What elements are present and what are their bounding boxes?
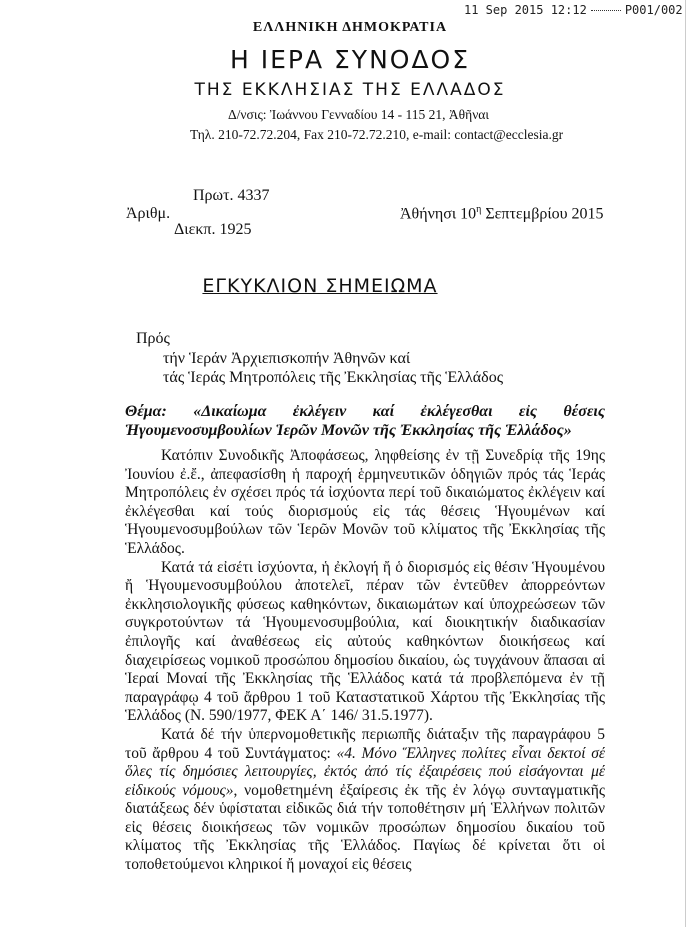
document-title: ΕΓΚΥΚΛΙΟΝ ΣΗΜΕΙΩΜΑ (202, 275, 438, 297)
letterhead-republic: ΕΛΛΗΝΙΚΗ ΔΗΜΟΚΡΑΤΙΑ (252, 20, 448, 35)
recipient-line-2: τάς Ἱεράς Μητροπόλεις τῆς Ἐκκλησίας τῆς Ἑλλάδος (163, 369, 504, 386)
letter-date (400, 204, 604, 223)
subject-line: Θέμα: «Δικαίωμα ἐκλέγειν καί ἐκλέγεσθαι εἰς θέσεις Ἡγουμενοσυμβουλίων Ἱερῶν Μονῶν τῆς Ἐκκλησίας τῆς Ἑλλάδος» (125, 403, 605, 439)
body-paragraph-2: Κατά τά εἰσέτι ἰσχύοντα, ἡ ἐκλογή ἤ ὁ διορισμός εἰς θέσιν Ἡγουμένου ἤ Ἡγουμενοσυμβούλου ἀποτελεῖ, πέραν τῶν ἐντεῦθεν ἀπορρεόντων ἐκκλησιολογικῆς φύσεως καθηκόντων, δικαιωμάτων καί ὑποχρεώσεων τῶν συγκροτούντων τά Ἡγουμενοσυμβούλια, καί διοικητικήν διαδικασίαν ἐπιλογῆς καί ἀναθέσεως εἰς αὐτούς καθηκόντων διοικήσεως καί διαχειρίσεως νομικοῦ προσώπου δημοσίου δικαίου, ὡς τυγχάνουν ἅπασαι αἱ Ἱεραί Μοναί τῆς Ἐκκλησίας τῆς Ἑλλάδος κατά τά προβλεπόμενα ἐν τῇ παραγράφῳ 4 τοῦ ἄρθρου 1 τοῦ Καταστατικοῦ Χάρτου τῆς Ἐκκλησίας τῆς Ἑλλάδος (Ν. 590/1977, ΦΕΚ Α΄ 146/ 31.5.1977). (125, 558, 605, 725)
recipient-line-1: τήν Ἱεράν Ἀρχιεπισκοπήν Ἀθηνῶν καί (163, 350, 411, 367)
body-paragraph-3 (125, 726, 605, 875)
body-paragraph-1: Κατόπιν Συνοδικῆς Ἀποφάσεως, ληφθείσης ἐν τῇ Συνεδρίᾳ τῆς 19ης Ἰουνίου ἐ.ἔ., ἀπεφασίσθη ἡ παροχή ἑρμηνευτικῶν ὁδηγιῶν πρός τάς Ἱεράς Μητροπόλεις ἐν σχέσει πρός τά ἰσχύοντα περί τοῦ δικαιώματος ἐκλέγειν καί ἐκλέγεσθαι καί τούς διορισμούς εἰς τάς θέσεις Ἡγουμένων καί Ἡγουμενοσυμβούλων τῶν Ἱερῶν Μονῶν τοῦ κλίματος τῆς Ἐκκλησίας τῆς Ἑλλάδος. (125, 447, 605, 557)
date-prefix: Ἀθήνησι 10 (400, 205, 477, 223)
date-ordinal: η (476, 204, 482, 215)
p3-start: Κατά δέ τήν ὑπερνομοθετικῆς περιωπῆς διάταξιν τῆς παραγράφου 5 τοῦ ἄρθρου 4 τοῦ Συντάγματος: (125, 725, 605, 762)
fax-page: P001/002 (624, 3, 683, 17)
letterhead-contact: Τηλ. 210-72.72.204, Fax 210-72.72.210, e-mail: contact@ecclesia.gr (190, 127, 564, 142)
protocol-number: Πρωτ. 4337 (193, 187, 270, 204)
letterhead-synod: Η ΙΕΡΑ ΣΥΝΟΔΟΣ (229, 45, 471, 74)
fax-dotted-gap (591, 10, 621, 11)
recipients-label: Πρός (136, 330, 170, 347)
arithmos-label: Ἀριθμ. (126, 205, 171, 222)
fax-header (464, 3, 683, 17)
letterhead-address: Δ/νσις: Ἰωάννου Γενναδίου 14 - 115 21, Ἀθῆναι (228, 107, 490, 122)
diekperaiosis-number: Διεκπ. 1925 (174, 221, 252, 238)
p3-end: , νομοθετημένη ἐξαίρεσις ἐκ τῆς ἐν λόγῳ συνταγματικῆς διατάξεως δέν ὑφίσταται εἰδικῶς διά τήν τοποθέτησιν μή Ἑλλήνων πολιτῶν εἰς θέσεις διοικήσεως τῶν νομικῶν προσώπων δημοσίου δικαίου τοῦ κλίματος τῆς Ἐκκλησίας τῆς Ἑλλάδος. Παγίως δέ κρίνεται ὅτι οἱ τοποθετούμενοι κληρικοί ἤ μοναχοί εἰς θέσεις (125, 781, 605, 874)
date-suffix: Σεπτεμβρίου 2015 (481, 205, 604, 223)
scan-edge-line (685, 0, 686, 927)
letter-body (125, 447, 605, 875)
constitution-quote: «4. Μόνο Ἕλληνες πολίτες εἶναι δεκτοί σέ ὅλες τίς δημόσιες λειτουργίες, ἐκτός ἀπό τίς ἐξαιρέσεις πού εἰσάγονται μέ εἰδικούς νόμους» (125, 744, 605, 799)
fax-datetime: 11 Sep 2015 12:12 (464, 3, 587, 17)
letterhead-church: ΤΗΣ ΕΚΚΛΗΣΙΑΣ ΤΗΣ ΕΛΛΑΔΟΣ (194, 80, 506, 100)
